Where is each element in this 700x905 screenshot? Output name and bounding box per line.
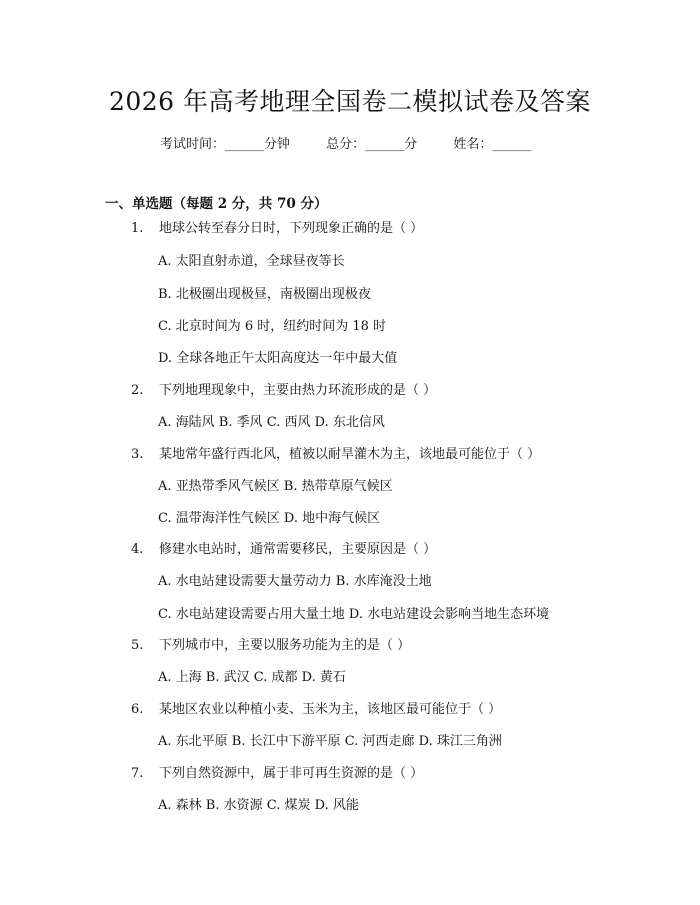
- total-score-field: 总分：______分: [326, 137, 418, 152]
- question-text: 某地区农业以种植小麦、玉米为主，该地区最可能位于（ ）: [159, 702, 502, 717]
- section-heading: 一、单选题（每题 2 分，共 70 分）: [105, 196, 328, 212]
- question-number: 4.: [131, 542, 144, 557]
- option-text: A. 亚热带季风气候区 B. 热带草原气候区: [158, 479, 393, 494]
- exam-meta: [160, 133, 563, 152]
- question-text: 下列城市中，主要以服务功能为主的是（ ）: [159, 638, 411, 653]
- option-text: A. 太阳直射赤道，全球昼夜等长: [158, 254, 345, 269]
- option-text: A. 海陆风 B. 季风 C. 西风 D. 东北信风: [158, 415, 385, 430]
- question-text: 地球公转至春分日时，下列现象正确的是（ ）: [159, 221, 424, 236]
- question-number: 5.: [131, 638, 144, 653]
- option-text: B. 北极圈出现极昼，南极圈出现极夜: [158, 287, 371, 302]
- question-number: 7.: [131, 766, 144, 781]
- option-text: C. 北京时间为 6 时，纽约时间为 18 时: [158, 319, 387, 334]
- question-number: 2.: [131, 383, 144, 398]
- question-text: 某地常年盛行西北风，植被以耐旱灌木为主，该地最可能位于（ ）: [159, 447, 541, 462]
- option-text: A. 森林 B. 水资源 C. 煤炭 D. 风能: [158, 798, 359, 813]
- option-text: C. 水电站建设需要占用大量土地 D. 水电站建设会影响当地生态环境: [158, 607, 550, 622]
- page-title: 2026 年高考地理全国卷二模拟试卷及答案: [108, 87, 592, 116]
- student-name-field: 姓名：______: [453, 137, 532, 152]
- option-text: A. 水电站建设需要大量劳动力 B. 水库淹没土地: [158, 574, 432, 589]
- option-text: D. 全球各地正午太阳高度达一年中最大值: [158, 351, 398, 366]
- question-number: 1.: [131, 221, 144, 236]
- question-text: 下列自然资源中，属于非可再生资源的是（ ）: [159, 766, 424, 781]
- question-text: 修建水电站时，通常需要移民，主要原因是（ ）: [159, 542, 437, 557]
- option-text: A. 上海 B. 武汉 C. 成都 D. 黄石: [158, 670, 346, 685]
- exam-time-field: 考试时间：______分钟: [160, 137, 291, 152]
- question-text: 下列地理现象中，主要由热力环流形成的是（ ）: [159, 383, 437, 398]
- question-number: 6.: [131, 702, 144, 717]
- option-text: C. 温带海洋性气候区 D. 地中海气候区: [158, 511, 381, 526]
- option-text: A. 东北平原 B. 长江中下游平原 C. 河西走廊 D. 珠江三角洲: [158, 734, 502, 749]
- question-number: 3.: [131, 447, 144, 462]
